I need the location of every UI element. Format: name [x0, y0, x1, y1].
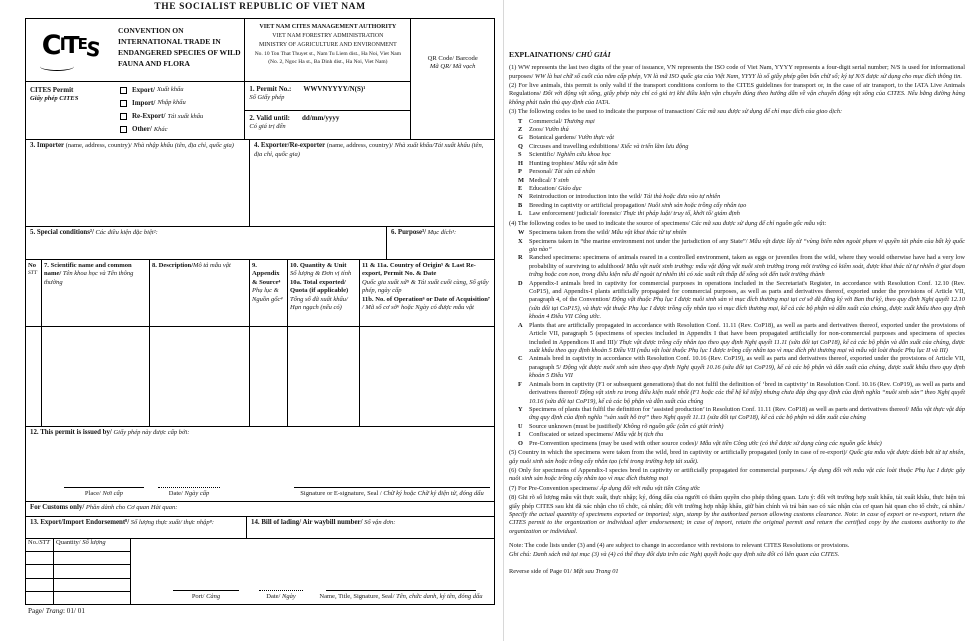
cites-logo-letter: I	[59, 35, 64, 55]
purpose-field	[386, 227, 494, 259]
source-code-vi: Mẫu vật tiền Công ước (có thể được sử dụng cùng các nguồn gốc khác)	[699, 439, 882, 447]
source-code-vi: Mẫu vật nuôi sinh trưởng: mẫu vật động vật nuôi sinh trưởng trong môi trường có kiểm soát, được khai thác từ tự nhiên ở giai đoạn trứng hoặc con non, trong điều kiện nếu để ngoài tự nhiên thì có xác suất rất thấp để sống sót đến tuổi trưởng thành	[529, 262, 965, 279]
purpose-code: T	[518, 117, 523, 125]
source-code: R	[518, 254, 523, 262]
column-no-vi: STT	[28, 270, 38, 277]
source-code-item	[509, 280, 965, 322]
cites-logo-letter: C	[41, 30, 60, 61]
form-header	[26, 19, 494, 139]
column-8-label-vi: Mô tả mẫu vật	[193, 262, 231, 269]
permit-no-label: 1. Permit No.:	[249, 85, 292, 93]
column-7-label-vi: Tên khoa học và Tên thông thường	[44, 270, 134, 286]
explanation-3-en: (3) The following codes to be used to indicate the purpose of transaction/	[509, 108, 695, 116]
source-code: W	[518, 229, 525, 237]
purpose-code-en: Reintroduction or introduction into the wild/	[529, 193, 642, 201]
purpose-code: N	[518, 193, 523, 201]
source-code: F	[518, 380, 522, 388]
explanation-4	[509, 220, 965, 228]
date-line	[158, 481, 220, 488]
source-code-item	[509, 238, 965, 255]
purpose-code-item	[509, 160, 965, 168]
convention-title: CONVENTION ON INTERNATIONAL TRADE IN ENDANGERED SPECIES OF WILD FAUNA AND FLORA	[118, 26, 241, 68]
column-quantity	[287, 260, 359, 326]
explanation-5-vi: Quốc gia mẫu vật được đánh bắt từ tự nhiên, gây nuôi sinh sản hoặc trồng cấy nhân tạo (chỉ trong trường hợp tái xuất).	[509, 449, 966, 465]
purpose-code-en: Circuses and travelling exhibitions/	[529, 142, 620, 150]
source-code-vi: Mẫu vật thực vật đáp ứng quy định của định nghĩa “sản xuất hỗ trợ” theo Nghị quyết 11.11 (sửa đổi tại CoP18), kể cả các bộ phận và dẫn xuất của chúng	[529, 405, 965, 422]
source-code-en: Specimens taken from the wild/	[529, 229, 610, 237]
reverse-side-en: Reverse side of Page 01/	[509, 568, 574, 576]
customs-name-group	[315, 584, 487, 601]
purpose-code-item	[509, 168, 965, 176]
cites-logo-letter: T	[63, 33, 78, 59]
purpose-label-vi: Mục đích³:	[427, 229, 457, 236]
explanation-4-en: (4) The following codes to be used to indicate the source of specimens/	[509, 219, 690, 227]
explanation-6-vi: Áp dụng đối với mẫu vật các loài thuộc Phụ lục I được gây nuôi sinh sản hoặc trồng cấy nhân tạo vì mục đích thương mại	[509, 466, 965, 483]
valid-until-label: 2. Valid until:	[249, 114, 291, 122]
customs-name-line	[326, 584, 476, 591]
explanations-title-vi: CHÚ GIẢI	[575, 50, 611, 59]
permit-type-option	[120, 99, 242, 108]
quantity-table-qty-header	[54, 539, 130, 551]
authority-line: (No. 2, Ngoc Ha st., Ba Dinh dist., Ha Noi, Viet Nam)	[268, 59, 388, 66]
customs-signature-area	[131, 539, 494, 604]
column-no	[26, 260, 41, 326]
date-label-vi: Ngày cấp	[184, 489, 210, 497]
cites-logo-letter: E	[77, 35, 86, 53]
purpose-code-en: Hunting trophies/	[529, 159, 574, 167]
permit-type-en: CITES Permit	[30, 86, 74, 94]
purpose-code-item	[509, 210, 965, 218]
signature-group	[294, 481, 490, 498]
explanation-4-vi: Các mã sau được sử dụng để chỉ nguồn gốc mẫu vật:	[691, 219, 827, 227]
signature-label: Signature or E-signature, Seal /	[300, 489, 384, 497]
source-code-item	[509, 381, 965, 406]
column-10a-label-vi: Tổng số đã xuất khẩu/ Hạn ngạch (nếu có)	[290, 295, 348, 311]
authority-line: VIET NAM CITES MANAGEMENT AUTHORITY	[259, 24, 397, 30]
special-conditions-field	[26, 227, 386, 259]
purpose-code-item	[509, 185, 965, 193]
option-label-vi: Tái xuất khẩu	[167, 112, 204, 120]
explanation-8-vi: (8) Ghi rõ số lượng mẫu vật thực xuất, thực nhập; ký, đóng dấu của người có thẩm quyền cho phép thông quan. Lưu ý: đối với trường hợp xuất khẩu, tái xuất khẩu, thực hiện trả giấy phép CITES sau khi đã xác nhận cho tổ chức, cá nhân; đối với trường hợp nhập khẩu, giữ bản chính và trả bản sao có xác nhận của cơ quan hải quan cho tổ chức, cá nhân./	[509, 494, 965, 510]
cites-logo-letters	[41, 30, 100, 62]
column-11-label: 11 & 11a. Country of Origin⁵ & Last Re-export, Permit No. & Date	[362, 262, 476, 278]
cell-no	[26, 327, 41, 426]
permit-no-label-vi: Số Giấy phép	[249, 93, 285, 101]
purpose-code: L	[518, 210, 523, 218]
checkbox[interactable]	[120, 100, 127, 107]
explanation-3	[509, 108, 965, 116]
permit-type-option	[120, 125, 242, 134]
explanation-1	[509, 64, 965, 81]
exporter-field	[249, 140, 494, 226]
source-code-vi: Động vật được nuôi sinh sản theo quy định Nghị quyết 10.16 (sửa đổi tại CoP19), kể cả các bộ phận và dẫn xuất của chúng, được xuất khẩu theo quy định khoản 5 Điều VII	[529, 363, 965, 380]
quantity-table-row	[26, 578, 130, 591]
customs-date-line	[259, 584, 303, 591]
explanations-title	[509, 50, 965, 60]
permit-type-option	[120, 86, 242, 95]
exporter-label-en: (name, address, country)/	[325, 142, 395, 149]
issued-by-label-vi: Giấy phép này được cấp bởi:	[113, 429, 190, 436]
source-code-en: Specimens of plants that fulfil the definition for ‘assisted production’ in Resolution Conf. 11.11 (Rev. CoP18) as well as parts and derivatives thereof/	[529, 405, 910, 413]
endorsement-bill-row	[26, 516, 494, 538]
source-code: I	[518, 431, 521, 439]
customs-body-row	[26, 538, 494, 604]
purpose-code: Q	[518, 142, 523, 150]
quantity-table-row	[26, 564, 130, 577]
bill-of-lading-label: 14. Bill of lading/ Air waybill number/	[251, 518, 363, 526]
endorsement-field	[26, 517, 246, 538]
source-code-item	[509, 322, 965, 356]
purpose-code-vi: Tái thả hoặc đưa vào tự nhiên	[643, 193, 721, 201]
purpose-code-vi: Nghiên cứu khoa học	[556, 151, 611, 159]
cell-scientific-name	[41, 327, 149, 426]
column-10-label: 10. Quantity & Unit	[290, 262, 347, 269]
purpose-code: Z	[518, 126, 523, 134]
header-row-top	[26, 19, 410, 81]
importer-field	[26, 140, 249, 226]
purpose-code: B	[518, 201, 523, 209]
form-header-left	[26, 19, 410, 139]
source-code-en: Ranched specimens: specimens of animals reared in a controlled environment, taken as eggs or juveniles from the wild, where they would otherwise have had a very low probability of surviving to adulthood/	[529, 254, 965, 270]
purpose-code-vi: Vườn thực vật	[577, 134, 615, 142]
purpose-code-vi: Thương mại	[563, 117, 595, 125]
quantity-table	[26, 539, 131, 604]
source-code-vi: Động vật sinh ra trong điều kiện nuôi nhốt (F1 hoặc các thế hệ kế tiếp) nhưng chưa đáp ứng quy định của định nghĩa “nuôi sinh sản” theo Nghị quyết 10.16 (sửa đổi tại CoP19), kể cả các bộ phận và dẫn xuất của chúng	[529, 389, 965, 405]
column-10-label-vi: Số lượng & Đơn vị tính	[290, 270, 352, 278]
importer-exporter-row	[26, 139, 494, 226]
customs-name-label: Name, Title, Signature, Seal/	[319, 592, 397, 600]
purpose-code: S	[518, 151, 522, 159]
port-line	[173, 584, 239, 591]
special-conditions-label-vi: Các điều kiện đặc biệt²:	[95, 229, 158, 236]
purpose-code-en: Scientific/	[529, 151, 556, 159]
explanation-6-en: (6) Only for specimens of Appendix-I species bred in captivity or artificially propagated for commercial purposes./	[509, 466, 808, 474]
explanation-5-en: (5) Country in which the specimens were taken from the wild, bred in captivity or artificially propagated (only in case of re-export)/	[509, 449, 848, 457]
exporter-label-vi: Nhà xuất khẩu/Tái xuất khẩu (tên, địa chỉ, quốc gia)	[254, 142, 484, 158]
purpose-code-en: Medical/	[529, 176, 552, 184]
column-scientific-name	[41, 260, 149, 326]
qr-code-label-en: QR Code/ Barcode	[427, 55, 478, 62]
issued-by-label: 12. This permit is issued by/	[30, 429, 112, 436]
qr-code-label-vi: Mã QR/ Mã vạch	[429, 63, 476, 71]
permit-type-option	[120, 112, 242, 121]
valid-until-value: dd/mm/yyyy	[302, 114, 340, 122]
qty-cell-value	[54, 565, 130, 577]
explanation-6	[509, 467, 965, 484]
purpose-code-list	[509, 118, 965, 219]
explanation-7-vi: Áp dụng đối với mẫu vật tiền Công ước	[599, 484, 701, 492]
purpose-code-item	[509, 118, 965, 126]
purpose-code-vi: Y sinh	[553, 176, 569, 184]
source-code-item	[509, 431, 965, 439]
port-signature-group	[173, 584, 239, 601]
source-code-item	[509, 254, 965, 279]
option-label-vi: Xuất khẩu	[156, 86, 184, 94]
source-code-list	[509, 229, 965, 448]
cell-origin	[359, 327, 494, 426]
note-en: Note: The code lists under (3) and (4) are subject to change in accordance with revisions to relevant CITES Resolutions or provisions.	[509, 542, 850, 550]
port-label-vi: Cảng	[206, 592, 221, 600]
explanations-title-en: EXPLAINATIONS/	[509, 50, 576, 59]
permit-type-vi: Giấy phép CITES	[30, 94, 79, 102]
special-conditions-label: 5. Special conditions²/	[30, 229, 94, 236]
importer-label: 3. Importer	[30, 142, 65, 149]
date-label: Date/	[168, 489, 185, 497]
source-code-vi: Mẫu vật được lấy từ “vùng biển nằm ngoài phạm vi quyền tài phán của bất kỳ quốc gia nào”	[529, 237, 965, 253]
explanation-1-en: (1) WW represents the last two digits of the year of issuance, VN represents the ISO code of Viet Nam, YYYY represents a four-digit serial number; N/S is used for informational purposes/	[509, 64, 965, 80]
authority-line: No. 10 Ton That Thuyet st., Nam Tu Liem dist., Ha Noi, Viet Nam	[254, 50, 402, 57]
column-origin	[359, 260, 494, 326]
explanation-8	[509, 494, 965, 536]
cell-appendix-source	[249, 327, 287, 426]
customs-date-group	[259, 584, 303, 601]
permit-no-value: WWVNYYYY/N(S)¹	[303, 85, 366, 93]
source-code-en: Pre-Convention specimens (may be used with other source codes)/	[529, 439, 699, 447]
permit-no-field	[245, 82, 410, 110]
source-code-item	[509, 355, 965, 380]
column-7-label: 7. Scientific name and common name/	[44, 262, 132, 278]
column-9-label-vi: Phụ lục & Nguồn gốc⁴	[252, 287, 283, 303]
permit-type-label	[26, 82, 114, 139]
qty-label-vi: Số lượng	[82, 539, 106, 546]
source-code-item	[509, 440, 965, 448]
issued-by-section	[26, 426, 494, 501]
qty-no-vi: STT	[39, 539, 50, 546]
reverse-side-note	[509, 568, 965, 576]
column-9-label: 9. Appendix & Source⁴	[252, 262, 281, 286]
source-code: X	[518, 237, 523, 245]
page-fold-divider	[503, 0, 504, 641]
source-code-vi: Thực vật được trồng cấy nhân tạo theo quy định Nghị quyết 11.11 (sửa đổi tại CoP18), kể cả các bộ phận và dẫn xuất của chúng, được xuất khẩu theo quy định khoản 5 Điều VII (mẫu vật loài thuộc Phụ lục I được trồng cấy nhân tạo vì mục đích phi thương mại và mẫu vật loài thuộc Phụ lục II và III)	[529, 338, 965, 355]
customs-only-label: For Customs only/	[30, 503, 85, 511]
purpose-code-en: Commercial/	[529, 117, 563, 125]
purpose-code: P	[518, 168, 522, 176]
source-code-item	[509, 406, 965, 423]
checkbox[interactable]	[120, 113, 127, 120]
page-label-en: Page/	[28, 607, 46, 615]
source-code-en: Specimens taken in “the marine environment not under the jurisdiction of any State”/	[529, 237, 748, 245]
purpose-code-vi: Mẫu vật săn bắn	[575, 159, 618, 167]
explanation-7	[509, 485, 965, 493]
column-no-en: No	[28, 262, 37, 269]
signature-line	[294, 481, 490, 488]
customs-date-label-vi: Ngày	[281, 592, 296, 600]
purpose-label: 6. Purpose³/	[391, 229, 426, 236]
source-code: Y	[518, 405, 523, 413]
source-code: O	[518, 439, 523, 447]
purpose-code-en: Law enforcement/ judicial/ forensic/	[529, 210, 622, 218]
qty-cell-no	[26, 565, 54, 577]
valid-until-label-vi: Có giá trị đến	[249, 122, 286, 130]
customs-name-label-vi: Tên, chức danh, ký tên, đóng dấu	[396, 592, 483, 600]
source-code-vi: Mẫu vật bị tịch thu	[614, 431, 664, 439]
purpose-code-item	[509, 143, 965, 151]
permit-number-block	[244, 82, 410, 139]
purpose-code: E	[518, 185, 523, 192]
source-code: A	[518, 321, 523, 329]
qty-cell-no	[26, 592, 54, 604]
option-label-vi: Nhập khẩu	[157, 99, 186, 107]
customs-only-label-vi: Phần dành cho Cơ quan Hải quan:	[85, 503, 178, 511]
permit-type-options	[114, 82, 244, 139]
checkbox[interactable]	[120, 87, 127, 94]
cell-description	[149, 327, 249, 426]
customs-only-header	[26, 501, 494, 516]
column-10a-label: 10a. Total exported/ Quota (if applicable)	[290, 278, 349, 295]
explanation-2-vi: Đối với động vật sống, giấy phép này chỉ có giá trị khi điều kiện vận chuyển đúng theo hướng dẫn về vận chuyển động vật sống của CITES. Nếu bằng đường hàng không phải tuân thủ quy định của IATA.	[509, 90, 965, 106]
quantity-table-row	[26, 591, 130, 604]
purpose-code-vi: Giáo dục	[558, 185, 582, 192]
conditions-purpose-row	[26, 226, 494, 259]
explanation-3-vi: Các mã sau được sử dụng để chỉ mục đích của giao dịch:	[696, 108, 843, 116]
qty-cell-value	[54, 552, 130, 564]
source-code: C	[518, 355, 523, 363]
bill-of-lading-field	[246, 517, 494, 538]
source-code-vi: Mẫu vật khai thác từ tự nhiên	[611, 229, 687, 237]
endorsement-label: 13. Export/Import Endorsement⁸/	[30, 518, 130, 526]
source-code: U	[518, 422, 523, 430]
purpose-code-vi: Vườn thú	[545, 126, 569, 134]
exporter-label: 4. Exporter/Re-exporter	[254, 142, 326, 149]
option-label-en: Other/	[132, 125, 152, 134]
option-label-en: Export/	[132, 86, 155, 94]
importer-label-en: (name, address, country)/	[64, 142, 134, 149]
purpose-code: H	[518, 159, 523, 167]
place-line	[64, 481, 144, 488]
source-code-en: Appendix-I animals bred in captivity for commercial purposes in operations included in the Secretariat's Register, in accordance with Resolution Conf. 12.10 (Rev. CoP15), and Appendix-I plants artificially propagated for commercial purposes, as well as parts and derivatives thereof, exported under the provisions of Article VII, paragraph 4, of the Convention/	[529, 279, 965, 304]
qty-cell-value	[54, 592, 130, 604]
purpose-code-item	[509, 134, 965, 142]
source-code-item	[509, 423, 965, 431]
species-table-header	[26, 259, 494, 326]
qty-cell-value	[54, 579, 130, 591]
explanation-2-en: (2) For live animals, this permit is only valid if the transport conditions conform to the CITES guidelines for transport or, in the case of air transport, to the IATA Live Animals Regulations/	[509, 81, 965, 98]
purpose-code-en: Botanical gardens/	[529, 134, 577, 142]
column-8-label: 8. Description/	[152, 262, 194, 269]
importer-label-vi: Nhà nhập khẩu (tên, địa chỉ, quốc gia)	[133, 142, 234, 149]
explanation-2	[509, 82, 965, 107]
purpose-code-vi: Thực thi pháp luật/ truy tố, khởi tố/ giám định	[623, 210, 740, 218]
purpose-code-item	[509, 126, 965, 134]
purpose-code-en: Education/	[529, 185, 557, 192]
purpose-code-item	[509, 151, 965, 159]
explanations-section	[509, 50, 965, 577]
source-code-vi: Không rõ nguồn gốc (cần có giải trình)	[623, 422, 724, 430]
purpose-code-en: Breeding in captivity or artificial propagation/	[529, 201, 647, 209]
source-code-en: Source unknown (must be justified)/	[529, 422, 622, 430]
place-label-vi: Nơi cấp	[102, 489, 124, 497]
quantity-table-header	[26, 539, 130, 551]
explanation-1-vi: WW là hai chữ số cuối của năm cấp phép, VN là mã ISO quốc gia của Việt Nam, YYYY là số giấy phép gồm bốn chữ số; ký tự N/S được sử dụng cho mục đích thông tin.	[534, 72, 962, 80]
quantity-table-no-header	[26, 539, 54, 551]
signature-label-vi: Chữ ký hoặc Chữ ký điện tử, đóng dấu	[383, 489, 484, 497]
qty-no-en: No./	[28, 539, 40, 546]
column-appendix-source	[249, 260, 287, 326]
purpose-code-vi: Xiếc và triển lãm lưu động	[620, 142, 689, 150]
purpose-code-vi: Nuôi sinh sản hoặc trồng cấy nhân tạo	[647, 201, 747, 209]
endorsement-label-vi: Số lượng thực xuất/ thực nhập⁸:	[130, 518, 215, 526]
purpose-code-item	[509, 202, 965, 210]
species-table-row	[26, 326, 494, 426]
source-code-item	[509, 229, 965, 237]
option-label-en: Import/	[132, 99, 156, 108]
bill-of-lading-label-vi: Số vận đơn:	[364, 518, 396, 526]
source-code-en: Animals bred in captivity in accordance with Resolution Conf. 10.16 (Rev. CoP19), as well as parts and derivatives thereof, exported under the provisions of Article VII, paragraph 5/	[529, 355, 965, 371]
purpose-code-item	[509, 177, 965, 185]
purpose-code: M	[518, 176, 524, 184]
authority-line: VIET NAM FORESTRY ADMINISTRATION	[272, 33, 384, 40]
column-11-label-vi: Quốc gia xuất xứ⁵ & Tái xuất cuối cùng, Số giấy phép, ngày cấp	[362, 278, 489, 295]
column-11b-label: 11b. No. of Operation⁶ or Date of Acquisition⁷	[362, 295, 490, 303]
source-code-en: Animals born in captivity (F1 or subsequent generations) that do not fulfil the definition of ‘bred in captivity’ in Resolution Conf. 10.16 (Rev. CoP19), as well as parts and derivatives thereof/	[529, 380, 965, 397]
explanation-7-en: (7) For Pre-Convention specimens/	[509, 484, 599, 492]
authority-line: MINISTRY OF AGRICULTURE AND ENVIRONMENT	[259, 42, 397, 48]
source-code-en: Plants that are artificially propagated in accordance with Resolution Conf. 11.11 (Rev. CoP18), as well as parts and derivatives thereof, exported under the provisions of Article VII, paragraph 5 (specimens of species included in Appendix I that have been propagated artificially for non-commercial purposes and specimens of species included in Appendices II and III)/	[529, 321, 965, 346]
purpose-code-en: Zoos/	[529, 126, 544, 134]
permit-form	[25, 18, 495, 605]
page-number	[28, 607, 85, 615]
cites-logo-swoosh-icon	[40, 62, 74, 71]
place-signature-group	[64, 481, 144, 498]
document-title: THE SOCIALIST REPUBLIC OF VIET NAM	[154, 2, 366, 12]
purpose-code-en: Personal/	[529, 168, 553, 176]
purpose-code-vi: Tài sản cá nhân	[554, 168, 595, 176]
qty-cell-no	[26, 579, 54, 591]
authority-block	[244, 19, 410, 81]
place-label: Place/	[84, 489, 103, 497]
source-code-en: Confiscated or seized specimens/	[529, 431, 614, 439]
code-list-note	[509, 542, 965, 559]
page-value: : 01/ 01	[62, 607, 85, 615]
qty-label-en: Quantity/	[56, 539, 83, 546]
option-label-en: Re-Export/	[132, 112, 166, 121]
date-signature-group	[158, 481, 220, 498]
quantity-table-row	[26, 551, 130, 564]
page-label-vi: Trang	[45, 607, 63, 615]
explanation-8-en: Specify the actual quantity of specimens exported or imported; sign, stamp by the authorized person allowing customs clearance. Note: in case of export or re-export, return the CITES permit to the organization or individual after endorsement; in case of import, retain the original permit and return the certified copy by the customs authority to the organization or individual.	[509, 511, 965, 535]
purpose-code: G	[518, 134, 523, 142]
column-11b-label-vi: / Mã số cơ sở⁶ hoặc Ngày có được mẫu vật	[362, 303, 474, 311]
valid-until-field	[245, 110, 410, 139]
purpose-code-item	[509, 193, 965, 201]
customs-date-label: Date/	[266, 592, 282, 600]
qr-code-cell	[410, 19, 494, 139]
cites-logo-letter: S	[84, 36, 100, 62]
cites-logo	[26, 19, 114, 81]
qty-cell-no	[26, 552, 54, 564]
port-label: Port/	[191, 592, 207, 600]
explanation-5	[509, 449, 965, 466]
cell-quantity	[287, 327, 359, 426]
reverse-side-vi: Mặt sau Trang 01	[573, 568, 619, 576]
note-vi: Ghi chú: Danh sách mã tại mục (3) và (4) có thể thay đổi dựa trên các Nghị quyết hoặc quy định sửa đổi có liên quan của CITES.	[509, 550, 840, 558]
option-label-vi: Khác	[153, 125, 168, 133]
checkbox[interactable]	[120, 126, 127, 133]
source-code: D	[518, 279, 523, 287]
source-code-vi: Động vật thuộc Phụ lục I được nuôi sinh sản vì mục đích thương mại tại cơ sở đã đăng ký với Ban thư ký, theo quy định Nghị quyết 12.10 (sửa đổi tại CoP15), và thực vật thuộc Phụ lục I được trồng cấy nhân tạo vì mục đích thương mại, kể cả các bộ phận và dẫn xuất của chúng, được xuất khẩu theo quy định khoản 4 Điều VII Công ước.	[529, 296, 965, 321]
column-description	[149, 260, 249, 326]
header-row-bottom	[26, 81, 410, 139]
